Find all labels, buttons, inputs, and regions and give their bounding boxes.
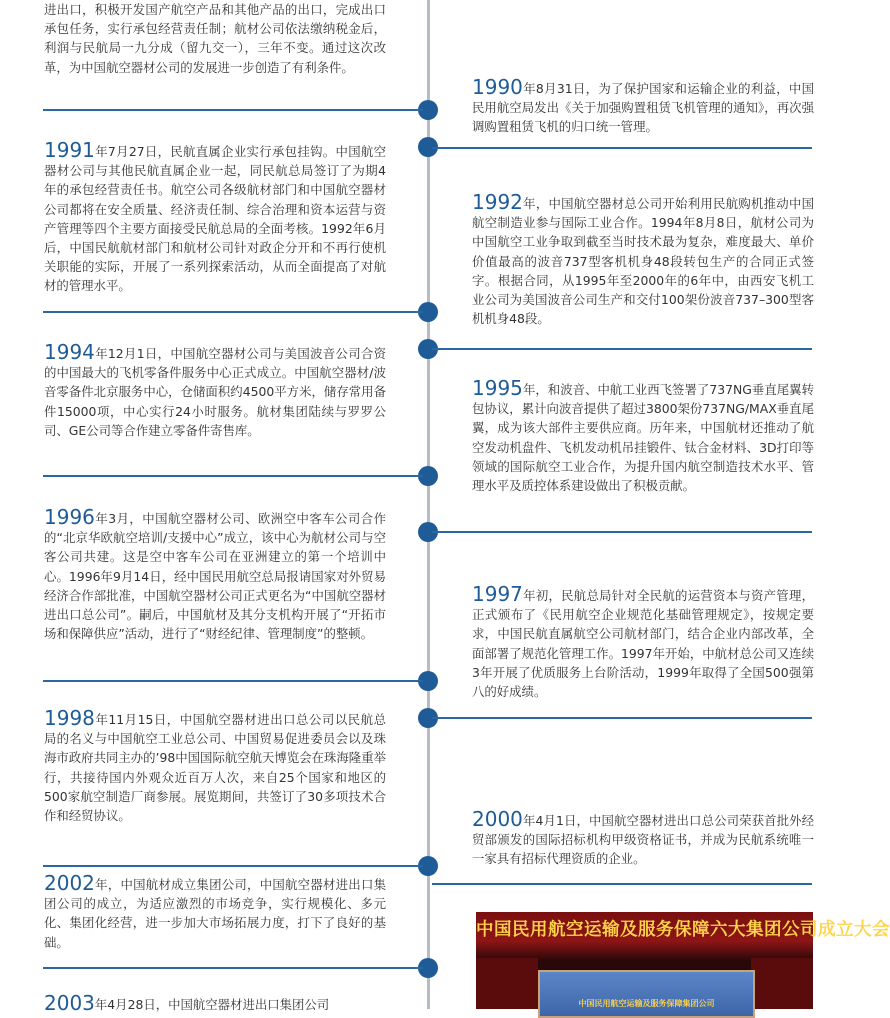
timeline-entry — [472, 376, 814, 495]
timeline-entry — [44, 138, 386, 296]
entry-year: 1992 — [472, 190, 523, 214]
timeline-entry — [44, 340, 386, 440]
entry-text: 年初，民航总局针对全民航的运营资本与资产管理，正式颁布了《民用航空企业规范化基础管理规定》，按规定要求，中国民航直属航空公司航材部门，结合企业内部改革，全面部署了规范化管理工作。1997年开始，中航材总公司又连续3年开展了优质服务上台阶活动，1999年取得了全国500强第八的好成绩。 — [472, 588, 814, 700]
entry-year: 1990 — [472, 75, 523, 99]
entry-year: 2000 — [472, 807, 523, 831]
entry-year: 1991 — [44, 138, 95, 162]
stage-curtain — [751, 958, 813, 1009]
timeline-entry — [44, 0, 386, 77]
entry-text: 年8月31日，为了保护国家和运输企业的利益，中国民用航空局发出《关于加强购置租赁飞机管理的通知》，再次强调购置租赁飞机的归口统一管理。 — [472, 81, 814, 135]
timeline-entry — [472, 582, 814, 701]
divider-line — [43, 311, 423, 313]
entry-text: 年12月1日，中国航空器材公司与美国波音公司合资的中国最大的飞机零备件服务中心正式成立。中国航空器材/波音零备件北京服务中心，仓储面积约4500平方米，储存常用备件15000项，中心实行24小时服务。航材集团陆续与罗罗公司、GE公司等合作建立零备件寄售库。 — [44, 346, 386, 438]
entry-year: 2002 — [44, 871, 95, 895]
divider-line — [43, 967, 423, 969]
ceremony-photo — [476, 912, 890, 1009]
divider-line — [43, 109, 423, 111]
divider-line — [43, 865, 423, 867]
entry-year: 1997 — [472, 582, 523, 606]
entry-text: 进出口，积极开发国产航空产品和其他产品的出口，完成出口承包任务，实行承包经营责任制；航材公司依法缴纳税金后，利润与民航局一九分成（留九交一），三年不变。通过这次改革，为中国航空器材公司的发展进一步创造了有利条件。 — [44, 2, 386, 75]
timeline-entry — [472, 190, 814, 328]
entry-text: 年，中国航材成立集团公司，中国航空器材进出口集团公司的成立，为适应激烈的市场竞争，实行规模化、多元化、集团化经营，进一步加大市场拓展力度，打下了良好的基础。 — [44, 877, 386, 950]
entry-text: 年3月，中国航空器材公司、欧洲空中客车公司合作的“北京华欧航空培训/支援中心”成立，该中心为航材公司与空客公司共建。这是空中客车公司在亚洲建立的第一个培训中心。1996年9月14日，经中国民用航空总局报请国家对外贸易经济合作部批准，中国航空器材公司正式更名为“中国航空器材进出口总公司”。嗣后，中国航材及其分支机构开展了“开拓市场和保障供应”活动，进行了“财经纪律、管理制度”的整顿。 — [44, 511, 386, 642]
divider-line — [432, 883, 812, 885]
entry-year: 2003 — [44, 991, 95, 1015]
photo-banner: 中国民用航空运输及服务保障六大集团公司成立大会 — [476, 920, 890, 940]
entry-text: 年，和波音、中航工业西飞签署了737NG垂直尾翼转包协议，累计向波音提供了超过3800架份737NG/MAX垂直尾翼，成为该大部件主要供应商。历年来，中国航材还推动了航空发动机盘件、飞机发动机吊挂锻件、钛合金材料、3D打印等领域的国际航空工业合作，为提升国内航空制造技术水平、管理水平及质控体系建设做出了积极贡献。 — [472, 382, 814, 494]
divider-line — [432, 717, 812, 719]
entry-text: 年7月27日，民航直属企业实行承包挂钩。中国航空器材公司与其他民航直属企业一起，同民航总局签订了为期4年的承包经营责任书。航空公司各级航材部门和中国航空器材公司都将在安全质量、经济责任制、综合治理和资本运营与资产管理等四个主要方面接受民航总局的全面考核。1992年6月后，中国民航航材部门和航材公司针对政企分开和不再行使机关职能的实际，开展了一系列探索活动，从而全面提高了对航材的管理水平。 — [44, 144, 386, 294]
entry-text: 年，中国航空器材总公司开始利用民航购机推动中国航空制造业参与国际工业合作。1994年8月8日，航材公司为中国航空工业争取到截至当时技术最为复杂，难度最大、单价价值最高的波音737型客机机身48段转包生产的合同正式签字。根据合同，从1995年至2000年的6年中，由西安飞机工业公司为美国波音公司生产和交付100架份波音737–300型客机机身48段。 — [472, 196, 814, 327]
stage-screen — [538, 970, 755, 1018]
timeline-entry — [44, 706, 386, 825]
timeline-entry — [472, 75, 814, 137]
timeline-entry — [44, 991, 386, 1015]
divider-line — [43, 475, 423, 477]
divider-line — [432, 348, 812, 350]
stage-curtain — [476, 958, 538, 1009]
divider-line — [43, 680, 423, 682]
entry-year: 1994 — [44, 340, 95, 364]
entry-year: 1995 — [472, 376, 523, 400]
timeline-entry — [472, 807, 814, 869]
entry-text: 年4月28日，中国航空器材进出口集团公司 — [94, 997, 330, 1012]
screen-caption: 中国民用航空运输及服务保障集团公司 — [578, 999, 715, 1008]
divider-line — [432, 531, 812, 533]
entry-text: 年11月15日，中国航空器材进出口总公司以民航总局的名义与中国航空工业总公司、中国贸易促进委员会以及珠海市政府共同主办的’98中国国际航空航天博览会在珠海隆重举行，共接待国内外观众近百万人次，来自25个国家和地区的500家航空制造厂商参展。展览期间，共签订了30多项技术合作和经贸协议。 — [44, 712, 386, 824]
entry-text: 年4月1日，中国航空器材进出口总公司荣获首批外经贸部颁发的国际招标机构甲级资格证书，并成为民航系统唯一一家具有招标代理资质的企业。 — [472, 813, 814, 867]
divider-line — [432, 147, 812, 149]
entry-year: 1998 — [44, 706, 95, 730]
entry-year: 1996 — [44, 505, 95, 529]
timeline-entry — [44, 505, 386, 643]
timeline-entry — [44, 871, 386, 952]
